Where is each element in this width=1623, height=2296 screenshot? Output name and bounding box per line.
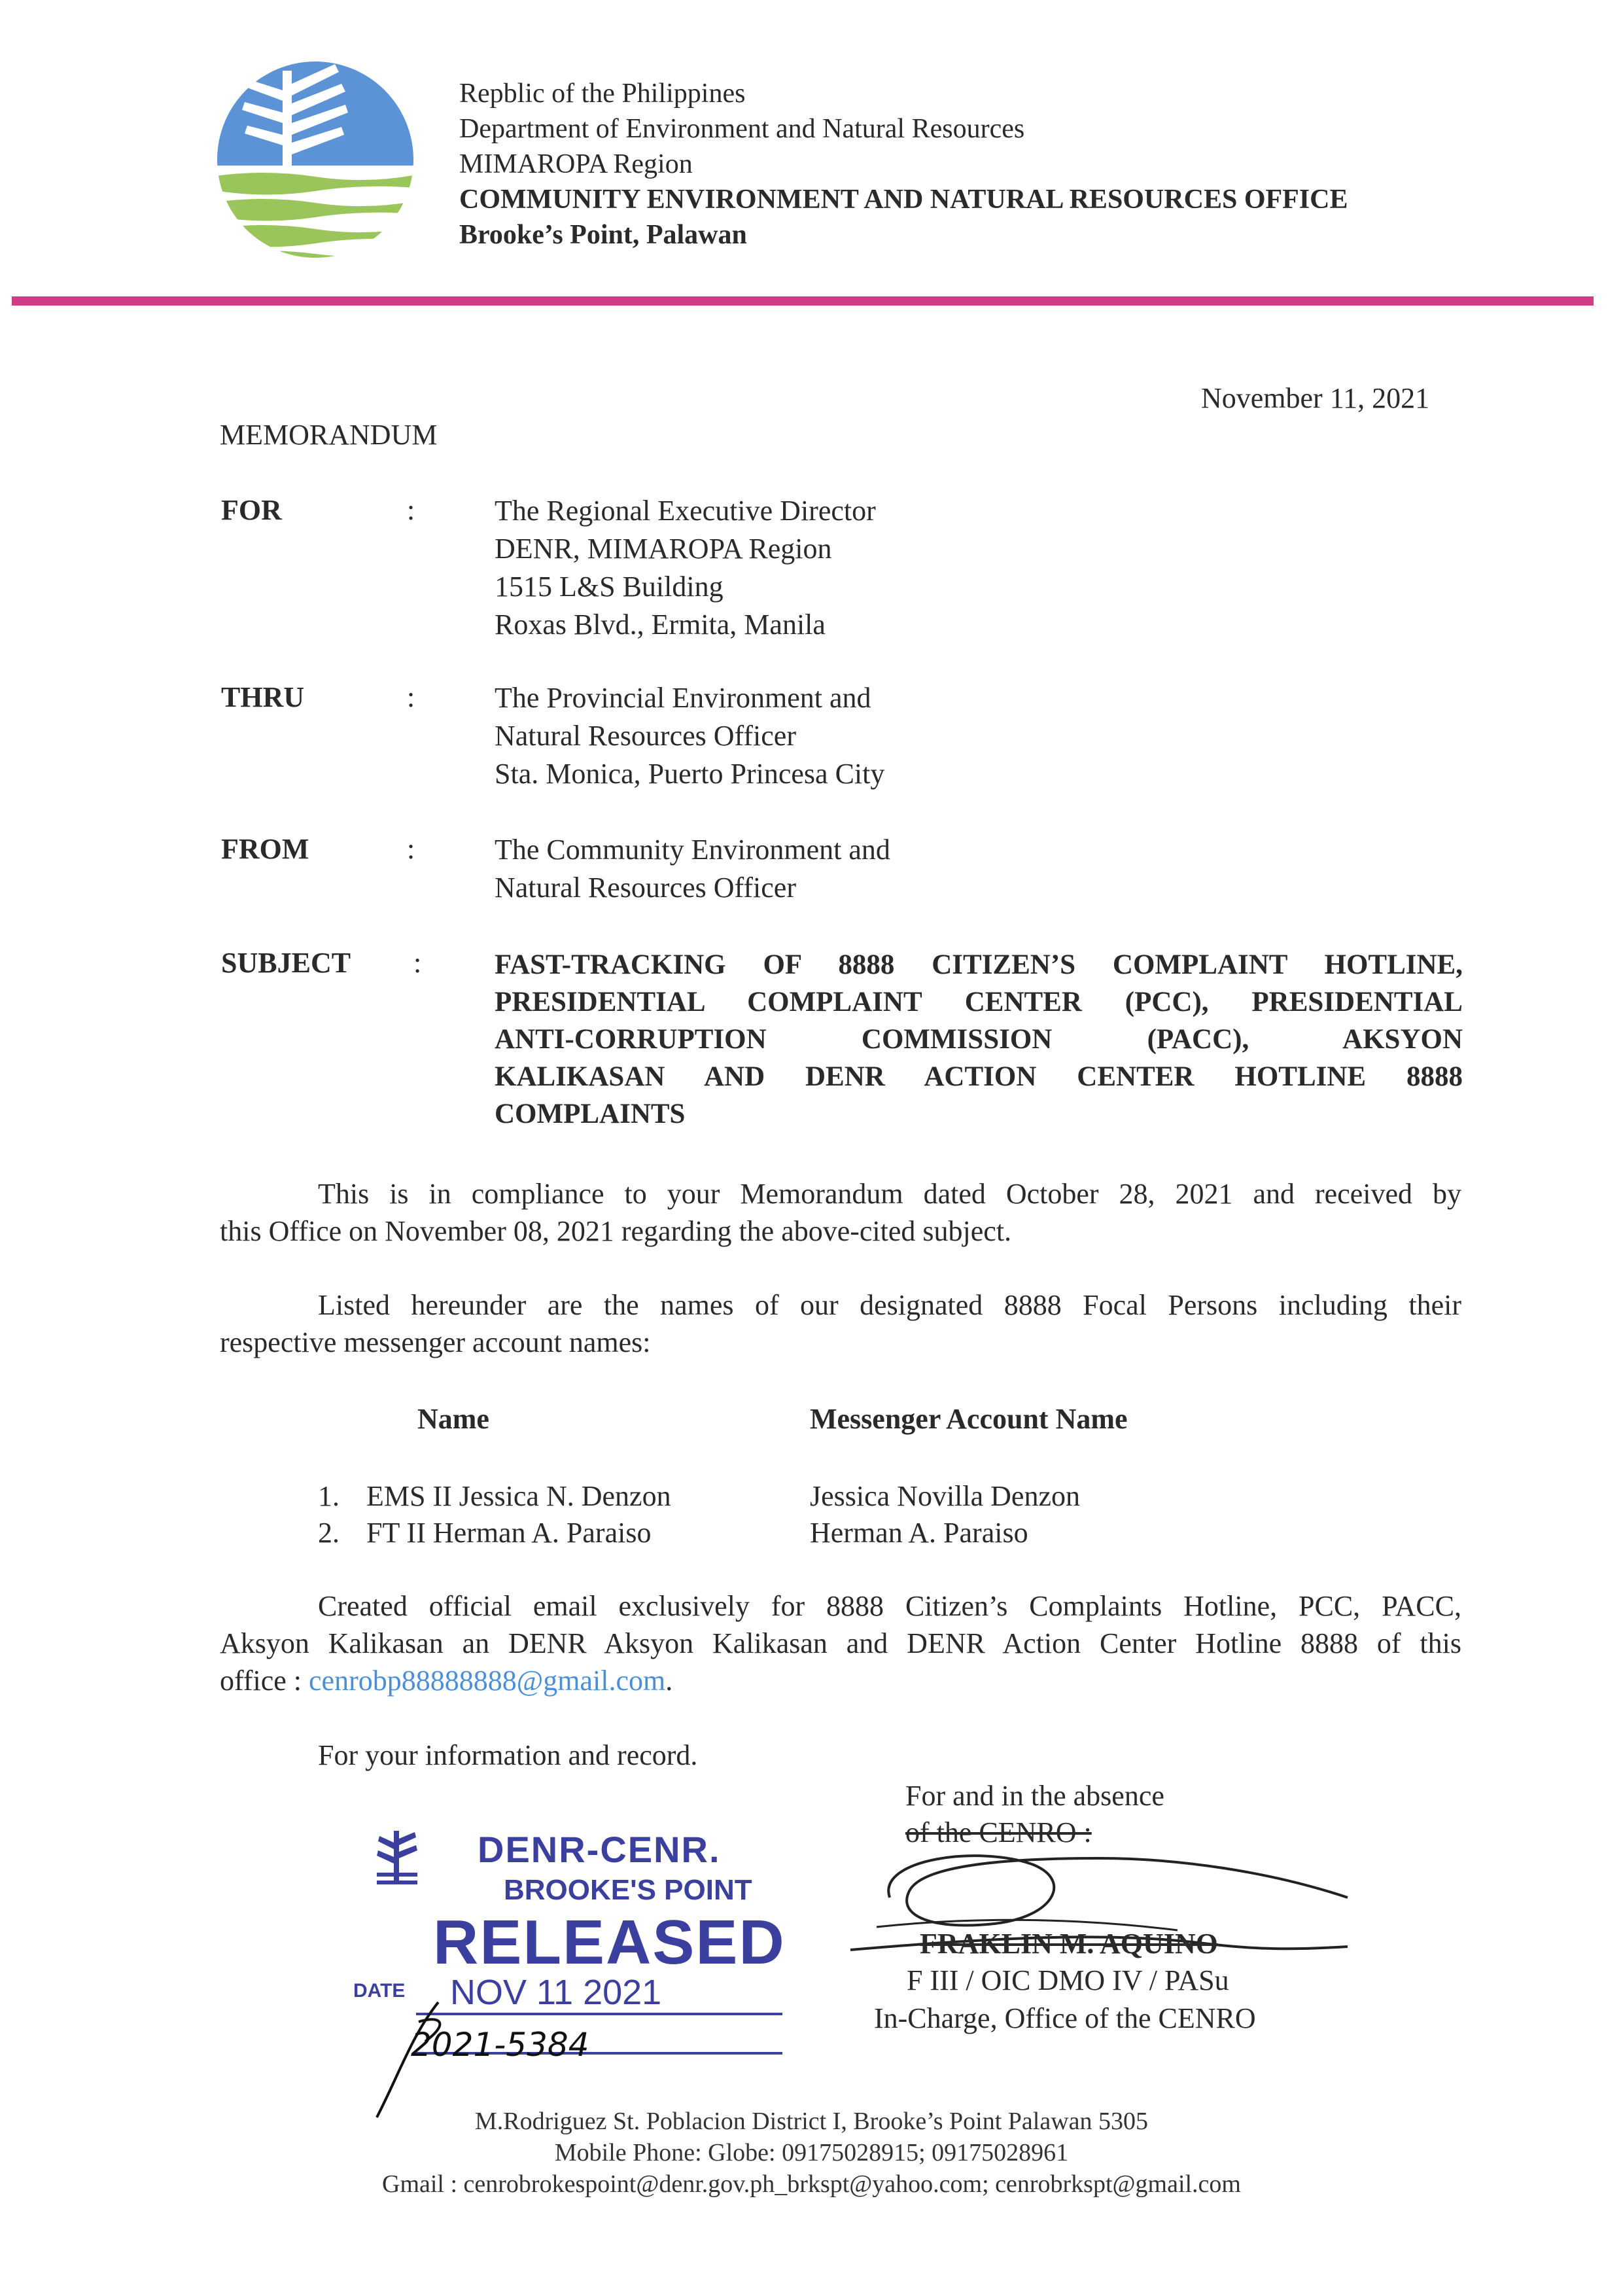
header-divider bbox=[12, 296, 1594, 306]
thru-line: The Provincial Environment and bbox=[495, 682, 871, 714]
for-line: DENR, MIMAROPA Region bbox=[495, 533, 832, 565]
row-account: Jessica Novilla Denzon bbox=[810, 1480, 1080, 1512]
row-name: EMS II Jessica N. Denzon bbox=[366, 1480, 671, 1512]
for-recipient bbox=[495, 492, 876, 644]
from-label: FROM bbox=[221, 833, 309, 865]
office-prefix: office : bbox=[220, 1665, 309, 1697]
stamp-date-line bbox=[416, 2013, 782, 2015]
handwritten-number: 2021-5384 bbox=[411, 2026, 589, 2064]
memo-title: MEMORANDUM bbox=[220, 419, 438, 451]
subject-line: COMPLAINTS bbox=[495, 1099, 686, 1129]
stamp-place: BROOKE'S POINT bbox=[504, 1874, 752, 1906]
stamp-office: DENR-CENR. bbox=[478, 1829, 721, 1870]
row-number: 2. bbox=[318, 1517, 340, 1549]
paragraph-line: Created official email exclusively for 8888 Citizen’s Complaints Hotline, PCC, PACC, bbox=[318, 1590, 1461, 1622]
header-location: Brooke’s Point, Palawan bbox=[459, 220, 747, 250]
signature-intro: For and in the absence bbox=[905, 1780, 1164, 1812]
for-line: 1515 L&S Building bbox=[495, 571, 724, 603]
subject-line: ANTI-CORRUPTION COMMISSION (PACC), AKSYON bbox=[495, 1024, 1463, 1055]
for-line: Roxas Blvd., Ermita, Manila bbox=[495, 609, 826, 641]
table-row bbox=[318, 1514, 340, 1551]
row-name: FT II Herman A. Paraiso bbox=[366, 1517, 652, 1549]
row-number: 1. bbox=[318, 1480, 340, 1512]
signature-intro-cenro: of the CENRO : bbox=[905, 1816, 1092, 1848]
paragraph-line: Listed hereunder are the names of our designated 8888 Focal Persons including their bbox=[318, 1289, 1461, 1321]
paragraph-line: This is in compliance to your Memorandum dated October 28, 2021 and received by bbox=[318, 1178, 1461, 1210]
thru-colon: : bbox=[407, 681, 415, 713]
from-sender bbox=[495, 831, 890, 907]
paragraph-focal-persons bbox=[220, 1286, 1461, 1361]
header-office: COMMUNITY ENVIRONMENT AND NATURAL RESOURCES OFFICE bbox=[459, 185, 1348, 215]
signatory-name: FRAKLIN M. AQUINO bbox=[920, 1928, 1218, 1960]
denr-logo bbox=[211, 58, 420, 262]
paragraph-email bbox=[220, 1587, 1461, 1699]
email-link[interactable]: cenrobp88888888@gmail.com bbox=[309, 1665, 666, 1697]
stamp-seal-icon bbox=[374, 1827, 420, 1892]
thru-line: Natural Resources Officer bbox=[495, 720, 796, 752]
footer-email: Gmail : cenrobrokespoint@denr.gov.ph_brkspt@yahoo.com; cenrobrkspt@gmail.com bbox=[382, 2170, 1241, 2198]
header-republic: Repblic of the Philippines bbox=[459, 79, 746, 109]
footer-address: M.Rodriguez St. Poblacion District I, Brooke’s Point Palawan 5305 bbox=[474, 2108, 1149, 2135]
email-suffix: . bbox=[665, 1665, 673, 1697]
subject-line: KALIKASAN AND DENR ACTION CENTER HOTLINE 8888 bbox=[495, 1061, 1463, 1092]
closing-line: For your information and record. bbox=[318, 1739, 698, 1771]
signatory-office: In-Charge, Office of the CENRO bbox=[874, 2002, 1256, 2034]
subject-colon: : bbox=[413, 947, 422, 979]
footer bbox=[0, 2106, 1623, 2200]
released-stamp bbox=[353, 1819, 786, 2022]
stamp-date: NOV 11 2021 bbox=[450, 1973, 662, 2012]
paragraph-line: Aksyon Kalikasan an DENR Aksyon Kalikasan and DENR Action Center Hotline 8888 of this bbox=[220, 1627, 1461, 1659]
handwritten-check-mark bbox=[373, 1996, 464, 2120]
header-department: Department of Environment and Natural Resources bbox=[459, 114, 1025, 144]
footer-phone: Mobile Phone: Globe: 09175028915; 09175028961 bbox=[554, 2139, 1069, 2166]
stamp-date-label: DATE bbox=[353, 1980, 406, 2002]
for-line: The Regional Executive Director bbox=[495, 495, 876, 527]
thru-recipient bbox=[495, 679, 884, 793]
signatory-title: F III / OIC DMO IV / PASu bbox=[907, 1964, 1229, 1996]
table-header-name: Name bbox=[417, 1403, 489, 1435]
from-colon: : bbox=[407, 833, 415, 865]
table-header-account: Messenger Account Name bbox=[810, 1403, 1128, 1435]
letterhead bbox=[459, 76, 1348, 253]
memo-date: November 11, 2021 bbox=[1201, 382, 1430, 414]
table-row bbox=[318, 1477, 340, 1515]
subject-label: SUBJECT bbox=[221, 947, 351, 979]
stamp-status: RELEASED bbox=[433, 1907, 786, 1977]
row-account: Herman A. Paraiso bbox=[810, 1517, 1028, 1549]
for-colon: : bbox=[407, 494, 415, 526]
subject-line: FAST-TRACKING OF 8888 CITIZEN’S COMPLAINT HOTLINE, bbox=[495, 949, 1463, 980]
paragraph-line: respective messenger account names: bbox=[220, 1326, 651, 1358]
subject-text bbox=[495, 946, 1463, 1133]
for-label: FOR bbox=[221, 494, 282, 526]
paragraph-compliance bbox=[220, 1175, 1461, 1250]
subject-line: PRESIDENTIAL COMPLAINT CENTER (PCC), PRESIDENTIAL bbox=[495, 987, 1463, 1017]
from-line: The Community Environment and bbox=[495, 834, 890, 866]
thru-label: THRU bbox=[221, 681, 305, 713]
thru-line: Sta. Monica, Puerto Princesa City bbox=[495, 758, 885, 790]
paragraph-line bbox=[220, 1662, 1461, 1699]
paragraph-line: this Office on November 08, 2021 regarding the above-cited subject. bbox=[220, 1215, 1012, 1247]
header-region: MIMAROPA Region bbox=[459, 149, 693, 179]
from-line: Natural Resources Officer bbox=[495, 872, 796, 904]
